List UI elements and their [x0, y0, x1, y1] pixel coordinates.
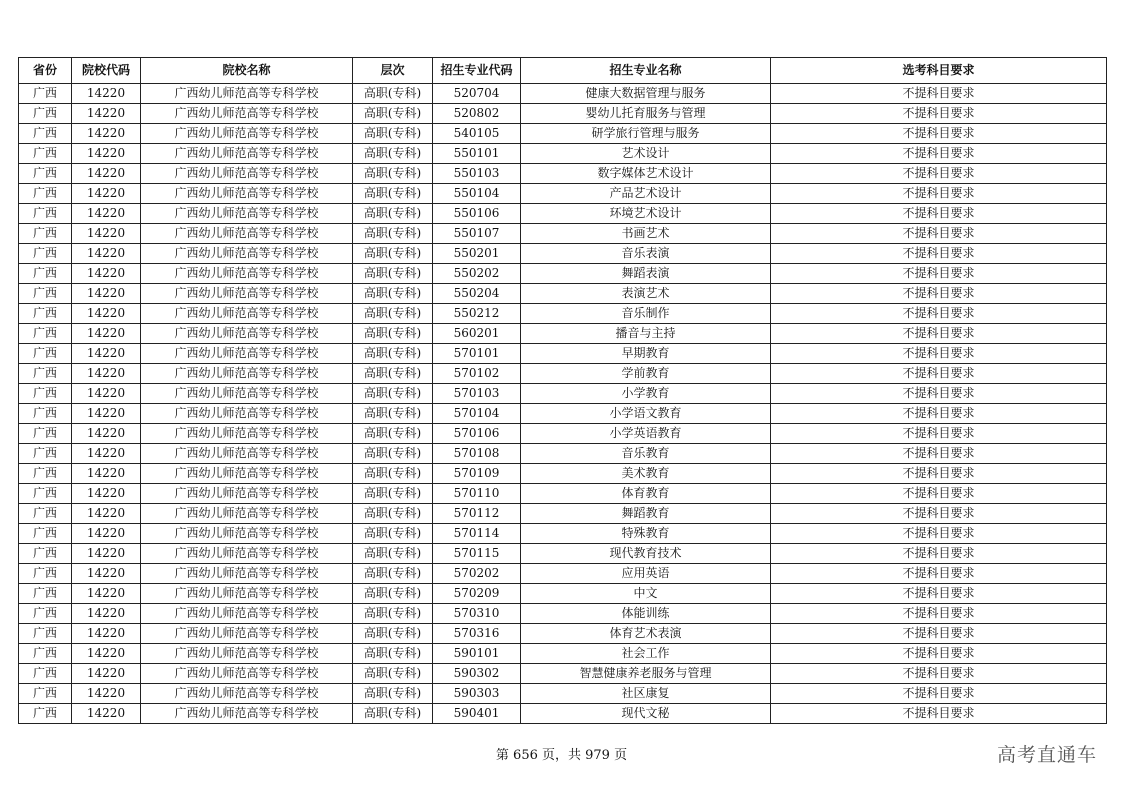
cell-level: 高职(专科) — [353, 424, 433, 444]
cell-major-code: 570104 — [433, 404, 521, 424]
cell-major-code: 570103 — [433, 384, 521, 404]
cell-level: 高职(专科) — [353, 264, 433, 284]
cell-school-code: 14220 — [72, 104, 141, 124]
cell-subject-requirement: 不提科目要求 — [771, 164, 1107, 184]
cell-school-code: 14220 — [72, 584, 141, 604]
cell-major-code: 570110 — [433, 484, 521, 504]
cell-major-name: 特殊教育 — [521, 524, 771, 544]
cell-level: 高职(专科) — [353, 564, 433, 584]
cell-province: 广西 — [19, 584, 72, 604]
page-number: 第 656 页，共 979 页 — [495, 748, 628, 763]
cell-subject-requirement: 不提科目要求 — [771, 424, 1107, 444]
cell-major-code: 570102 — [433, 364, 521, 384]
admissions-table-container — [18, 57, 1106, 724]
cell-major-name: 健康大数据管理与服务 — [521, 84, 771, 104]
cell-school-code: 14220 — [72, 484, 141, 504]
cell-province: 广西 — [19, 304, 72, 324]
cell-school-name: 广西幼儿师范高等专科学校 — [141, 484, 353, 504]
cell-subject-requirement: 不提科目要求 — [771, 304, 1107, 324]
cell-school-name: 广西幼儿师范高等专科学校 — [141, 364, 353, 384]
cell-level: 高职(专科) — [353, 364, 433, 384]
table-row — [19, 584, 1107, 604]
cell-major-name: 音乐制作 — [521, 304, 771, 324]
cell-school-name: 广西幼儿师范高等专科学校 — [141, 584, 353, 604]
table-row — [19, 284, 1107, 304]
cell-school-code: 14220 — [72, 704, 141, 724]
cell-level: 高职(专科) — [353, 624, 433, 644]
cell-school-name: 广西幼儿师范高等专科学校 — [141, 244, 353, 264]
header-school-code: 院校代码 — [72, 58, 141, 84]
cell-major-name: 舞蹈教育 — [521, 504, 771, 524]
cell-school-code: 14220 — [72, 424, 141, 444]
cell-school-code: 14220 — [72, 444, 141, 464]
cell-level: 高职(专科) — [353, 324, 433, 344]
cell-province: 广西 — [19, 484, 72, 504]
cell-school-name: 广西幼儿师范高等专科学校 — [141, 84, 353, 104]
table-row — [19, 204, 1107, 224]
cell-level: 高职(专科) — [353, 584, 433, 604]
table-row — [19, 684, 1107, 704]
header-province: 省份 — [19, 58, 72, 84]
table-row — [19, 664, 1107, 684]
cell-level: 高职(专科) — [353, 664, 433, 684]
cell-level: 高职(专科) — [353, 544, 433, 564]
cell-school-code: 14220 — [72, 184, 141, 204]
cell-subject-requirement: 不提科目要求 — [771, 84, 1107, 104]
table-row — [19, 564, 1107, 584]
table-row — [19, 384, 1107, 404]
cell-school-name: 广西幼儿师范高等专科学校 — [141, 384, 353, 404]
cell-subject-requirement: 不提科目要求 — [771, 464, 1107, 484]
cell-subject-requirement: 不提科目要求 — [771, 124, 1107, 144]
cell-level: 高职(专科) — [353, 644, 433, 664]
cell-school-name: 广西幼儿师范高等专科学校 — [141, 344, 353, 364]
cell-school-name: 广西幼儿师范高等专科学校 — [141, 204, 353, 224]
cell-province: 广西 — [19, 664, 72, 684]
cell-subject-requirement: 不提科目要求 — [771, 484, 1107, 504]
cell-province: 广西 — [19, 524, 72, 544]
cell-school-code: 14220 — [72, 404, 141, 424]
cell-subject-requirement: 不提科目要求 — [771, 144, 1107, 164]
table-row — [19, 644, 1107, 664]
cell-major-name: 小学教育 — [521, 384, 771, 404]
cell-subject-requirement: 不提科目要求 — [771, 324, 1107, 344]
cell-major-name: 研学旅行管理与服务 — [521, 124, 771, 144]
cell-major-code: 550107 — [433, 224, 521, 244]
cell-major-name: 学前教育 — [521, 364, 771, 384]
cell-province: 广西 — [19, 704, 72, 724]
cell-level: 高职(专科) — [353, 344, 433, 364]
cell-major-code: 570101 — [433, 344, 521, 364]
header-school-name: 院校名称 — [141, 58, 353, 84]
cell-major-code: 560201 — [433, 324, 521, 344]
cell-major-name: 音乐表演 — [521, 244, 771, 264]
cell-subject-requirement: 不提科目要求 — [771, 504, 1107, 524]
table-row — [19, 524, 1107, 544]
cell-school-code: 14220 — [72, 224, 141, 244]
cell-level: 高职(专科) — [353, 204, 433, 224]
cell-level: 高职(专科) — [353, 524, 433, 544]
cell-province: 广西 — [19, 204, 72, 224]
cell-major-code: 570109 — [433, 464, 521, 484]
cell-school-code: 14220 — [72, 164, 141, 184]
cell-major-name: 智慧健康养老服务与管理 — [521, 664, 771, 684]
table-row — [19, 304, 1107, 324]
cell-level: 高职(专科) — [353, 484, 433, 504]
cell-subject-requirement: 不提科目要求 — [771, 104, 1107, 124]
cell-province: 广西 — [19, 544, 72, 564]
table-row — [19, 324, 1107, 344]
cell-major-code: 570115 — [433, 544, 521, 564]
table-row — [19, 224, 1107, 244]
cell-school-code: 14220 — [72, 364, 141, 384]
header-major-name: 招生专业名称 — [521, 58, 771, 84]
cell-major-name: 艺术设计 — [521, 144, 771, 164]
cell-major-name: 体育教育 — [521, 484, 771, 504]
cell-level: 高职(专科) — [353, 604, 433, 624]
cell-subject-requirement: 不提科目要求 — [771, 564, 1107, 584]
cell-major-name: 舞蹈表演 — [521, 264, 771, 284]
table-row — [19, 184, 1107, 204]
cell-major-name: 早期教育 — [521, 344, 771, 364]
cell-major-code: 570310 — [433, 604, 521, 624]
cell-subject-requirement: 不提科目要求 — [771, 444, 1107, 464]
cell-school-name: 广西幼儿师范高等专科学校 — [141, 564, 353, 584]
table-header-row — [19, 58, 1107, 84]
cell-school-name: 广西幼儿师范高等专科学校 — [141, 304, 353, 324]
cell-major-code: 520704 — [433, 84, 521, 104]
cell-school-name: 广西幼儿师范高等专科学校 — [141, 404, 353, 424]
cell-school-name: 广西幼儿师范高等专科学校 — [141, 524, 353, 544]
table-row — [19, 404, 1107, 424]
cell-school-name: 广西幼儿师范高等专科学校 — [141, 104, 353, 124]
cell-major-name: 小学语文教育 — [521, 404, 771, 424]
cell-major-code: 570202 — [433, 564, 521, 584]
cell-major-code: 550103 — [433, 164, 521, 184]
cell-major-code: 570316 — [433, 624, 521, 644]
table-row — [19, 424, 1107, 444]
cell-level: 高职(专科) — [353, 84, 433, 104]
cell-major-name: 体育艺术表演 — [521, 624, 771, 644]
cell-school-name: 广西幼儿师范高等专科学校 — [141, 144, 353, 164]
cell-major-name: 播音与主持 — [521, 324, 771, 344]
cell-province: 广西 — [19, 424, 72, 444]
table-row — [19, 504, 1107, 524]
cell-level: 高职(专科) — [353, 504, 433, 524]
cell-level: 高职(专科) — [353, 144, 433, 164]
cell-school-code: 14220 — [72, 624, 141, 644]
table-row — [19, 544, 1107, 564]
cell-school-code: 14220 — [72, 604, 141, 624]
cell-major-name: 小学英语教育 — [521, 424, 771, 444]
cell-subject-requirement: 不提科目要求 — [771, 404, 1107, 424]
cell-province: 广西 — [19, 384, 72, 404]
cell-school-name: 广西幼儿师范高等专科学校 — [141, 504, 353, 524]
cell-school-name: 广西幼儿师范高等专科学校 — [141, 464, 353, 484]
cell-school-name: 广西幼儿师范高等专科学校 — [141, 264, 353, 284]
cell-province: 广西 — [19, 104, 72, 124]
cell-level: 高职(专科) — [353, 384, 433, 404]
cell-major-code: 550212 — [433, 304, 521, 324]
cell-province: 广西 — [19, 344, 72, 364]
cell-province: 广西 — [19, 84, 72, 104]
cell-school-code: 14220 — [72, 544, 141, 564]
cell-school-code: 14220 — [72, 524, 141, 544]
cell-level: 高职(专科) — [353, 244, 433, 264]
cell-major-code: 590302 — [433, 664, 521, 684]
watermark-text: 高考直通车 — [996, 744, 1097, 766]
cell-school-name: 广西幼儿师范高等专科学校 — [141, 424, 353, 444]
cell-subject-requirement: 不提科目要求 — [771, 684, 1107, 704]
cell-school-name: 广西幼儿师范高等专科学校 — [141, 624, 353, 644]
cell-province: 广西 — [19, 144, 72, 164]
cell-province: 广西 — [19, 444, 72, 464]
cell-level: 高职(专科) — [353, 124, 433, 144]
cell-school-code: 14220 — [72, 684, 141, 704]
table-row — [19, 484, 1107, 504]
table-row — [19, 164, 1107, 184]
cell-major-name: 美术教育 — [521, 464, 771, 484]
cell-school-name: 广西幼儿师范高等专科学校 — [141, 224, 353, 244]
cell-subject-requirement: 不提科目要求 — [771, 184, 1107, 204]
cell-major-code: 590401 — [433, 704, 521, 724]
cell-major-code: 570114 — [433, 524, 521, 544]
cell-subject-requirement: 不提科目要求 — [771, 244, 1107, 264]
cell-province: 广西 — [19, 124, 72, 144]
cell-level: 高职(专科) — [353, 704, 433, 724]
cell-level: 高职(专科) — [353, 284, 433, 304]
header-level: 层次 — [353, 58, 433, 84]
cell-major-name: 应用英语 — [521, 564, 771, 584]
table-row — [19, 624, 1107, 644]
cell-subject-requirement: 不提科目要求 — [771, 604, 1107, 624]
cell-major-code: 590303 — [433, 684, 521, 704]
table-row — [19, 704, 1107, 724]
table-row — [19, 124, 1107, 144]
table-row — [19, 344, 1107, 364]
cell-subject-requirement: 不提科目要求 — [771, 364, 1107, 384]
cell-major-name: 现代教育技术 — [521, 544, 771, 564]
cell-school-code: 14220 — [72, 304, 141, 324]
cell-subject-requirement: 不提科目要求 — [771, 224, 1107, 244]
cell-major-code: 570209 — [433, 584, 521, 604]
cell-level: 高职(专科) — [353, 104, 433, 124]
cell-subject-requirement: 不提科目要求 — [771, 384, 1107, 404]
cell-school-name: 广西幼儿师范高等专科学校 — [141, 324, 353, 344]
cell-major-name: 音乐教育 — [521, 444, 771, 464]
cell-subject-requirement: 不提科目要求 — [771, 544, 1107, 564]
cell-school-code: 14220 — [72, 644, 141, 664]
cell-level: 高职(专科) — [353, 224, 433, 244]
cell-major-name: 社区康复 — [521, 684, 771, 704]
cell-school-name: 广西幼儿师范高等专科学校 — [141, 184, 353, 204]
cell-school-name: 广西幼儿师范高等专科学校 — [141, 664, 353, 684]
cell-major-name: 书画艺术 — [521, 224, 771, 244]
cell-school-code: 14220 — [72, 264, 141, 284]
header-major-code: 招生专业代码 — [433, 58, 521, 84]
table-row — [19, 444, 1107, 464]
table-row — [19, 84, 1107, 104]
cell-major-name: 环境艺术设计 — [521, 204, 771, 224]
cell-province: 广西 — [19, 564, 72, 584]
cell-major-code: 520802 — [433, 104, 521, 124]
table-row — [19, 604, 1107, 624]
table-body — [19, 84, 1107, 724]
cell-school-code: 14220 — [72, 384, 141, 404]
cell-school-code: 14220 — [72, 124, 141, 144]
cell-school-name: 广西幼儿师范高等专科学校 — [141, 164, 353, 184]
cell-subject-requirement: 不提科目要求 — [771, 664, 1107, 684]
cell-school-code: 14220 — [72, 564, 141, 584]
cell-school-code: 14220 — [72, 324, 141, 344]
cell-province: 广西 — [19, 244, 72, 264]
cell-major-name: 中文 — [521, 584, 771, 604]
cell-subject-requirement: 不提科目要求 — [771, 344, 1107, 364]
table-row — [19, 104, 1107, 124]
cell-major-code: 570112 — [433, 504, 521, 524]
cell-level: 高职(专科) — [353, 164, 433, 184]
cell-major-code: 550106 — [433, 204, 521, 224]
cell-level: 高职(专科) — [353, 404, 433, 424]
cell-province: 广西 — [19, 364, 72, 384]
cell-major-code: 570106 — [433, 424, 521, 444]
cell-subject-requirement: 不提科目要求 — [771, 584, 1107, 604]
cell-major-name: 社会工作 — [521, 644, 771, 664]
table-row — [19, 364, 1107, 384]
table-row — [19, 464, 1107, 484]
cell-school-code: 14220 — [72, 84, 141, 104]
table-row — [19, 264, 1107, 284]
cell-province: 广西 — [19, 684, 72, 704]
cell-subject-requirement: 不提科目要求 — [771, 204, 1107, 224]
cell-subject-requirement: 不提科目要求 — [771, 704, 1107, 724]
cell-province: 广西 — [19, 224, 72, 244]
cell-province: 广西 — [19, 164, 72, 184]
cell-major-name: 表演艺术 — [521, 284, 771, 304]
cell-level: 高职(专科) — [353, 304, 433, 324]
cell-major-code: 550104 — [433, 184, 521, 204]
cell-school-code: 14220 — [72, 284, 141, 304]
cell-province: 广西 — [19, 624, 72, 644]
cell-major-name: 婴幼儿托育服务与管理 — [521, 104, 771, 124]
cell-subject-requirement: 不提科目要求 — [771, 284, 1107, 304]
cell-major-code: 590101 — [433, 644, 521, 664]
cell-level: 高职(专科) — [353, 464, 433, 484]
cell-province: 广西 — [19, 404, 72, 424]
cell-school-code: 14220 — [72, 204, 141, 224]
cell-province: 广西 — [19, 604, 72, 624]
cell-school-name: 广西幼儿师范高等专科学校 — [141, 644, 353, 664]
cell-school-name: 广西幼儿师范高等专科学校 — [141, 444, 353, 464]
admissions-table — [18, 57, 1107, 724]
cell-major-name: 体能训练 — [521, 604, 771, 624]
cell-school-name: 广西幼儿师范高等专科学校 — [141, 124, 353, 144]
cell-major-name: 产品艺术设计 — [521, 184, 771, 204]
cell-major-code: 540105 — [433, 124, 521, 144]
cell-subject-requirement: 不提科目要求 — [771, 524, 1107, 544]
cell-level: 高职(专科) — [353, 184, 433, 204]
cell-province: 广西 — [19, 324, 72, 344]
cell-level: 高职(专科) — [353, 444, 433, 464]
cell-school-name: 广西幼儿师范高等专科学校 — [141, 284, 353, 304]
cell-school-name: 广西幼儿师范高等专科学校 — [141, 704, 353, 724]
cell-major-code: 570108 — [433, 444, 521, 464]
cell-major-name: 现代文秘 — [521, 704, 771, 724]
cell-subject-requirement: 不提科目要求 — [771, 644, 1107, 664]
header-subject-requirement: 选考科目要求 — [771, 58, 1107, 84]
cell-major-code: 550101 — [433, 144, 521, 164]
cell-subject-requirement: 不提科目要求 — [771, 264, 1107, 284]
cell-level: 高职(专科) — [353, 684, 433, 704]
cell-major-name: 数字媒体艺术设计 — [521, 164, 771, 184]
cell-province: 广西 — [19, 464, 72, 484]
cell-subject-requirement: 不提科目要求 — [771, 624, 1107, 644]
cell-school-code: 14220 — [72, 244, 141, 264]
cell-school-name: 广西幼儿师范高等专科学校 — [141, 544, 353, 564]
cell-school-code: 14220 — [72, 504, 141, 524]
cell-school-name: 广西幼儿师范高等专科学校 — [141, 684, 353, 704]
cell-school-code: 14220 — [72, 144, 141, 164]
table-row — [19, 244, 1107, 264]
cell-school-code: 14220 — [72, 344, 141, 364]
cell-school-code: 14220 — [72, 464, 141, 484]
cell-province: 广西 — [19, 284, 72, 304]
cell-province: 广西 — [19, 504, 72, 524]
cell-province: 广西 — [19, 264, 72, 284]
cell-major-code: 550204 — [433, 284, 521, 304]
cell-major-code: 550201 — [433, 244, 521, 264]
table-row — [19, 144, 1107, 164]
cell-major-code: 550202 — [433, 264, 521, 284]
cell-province: 广西 — [19, 644, 72, 664]
cell-province: 广西 — [19, 184, 72, 204]
cell-school-code: 14220 — [72, 664, 141, 684]
cell-school-name: 广西幼儿师范高等专科学校 — [141, 604, 353, 624]
